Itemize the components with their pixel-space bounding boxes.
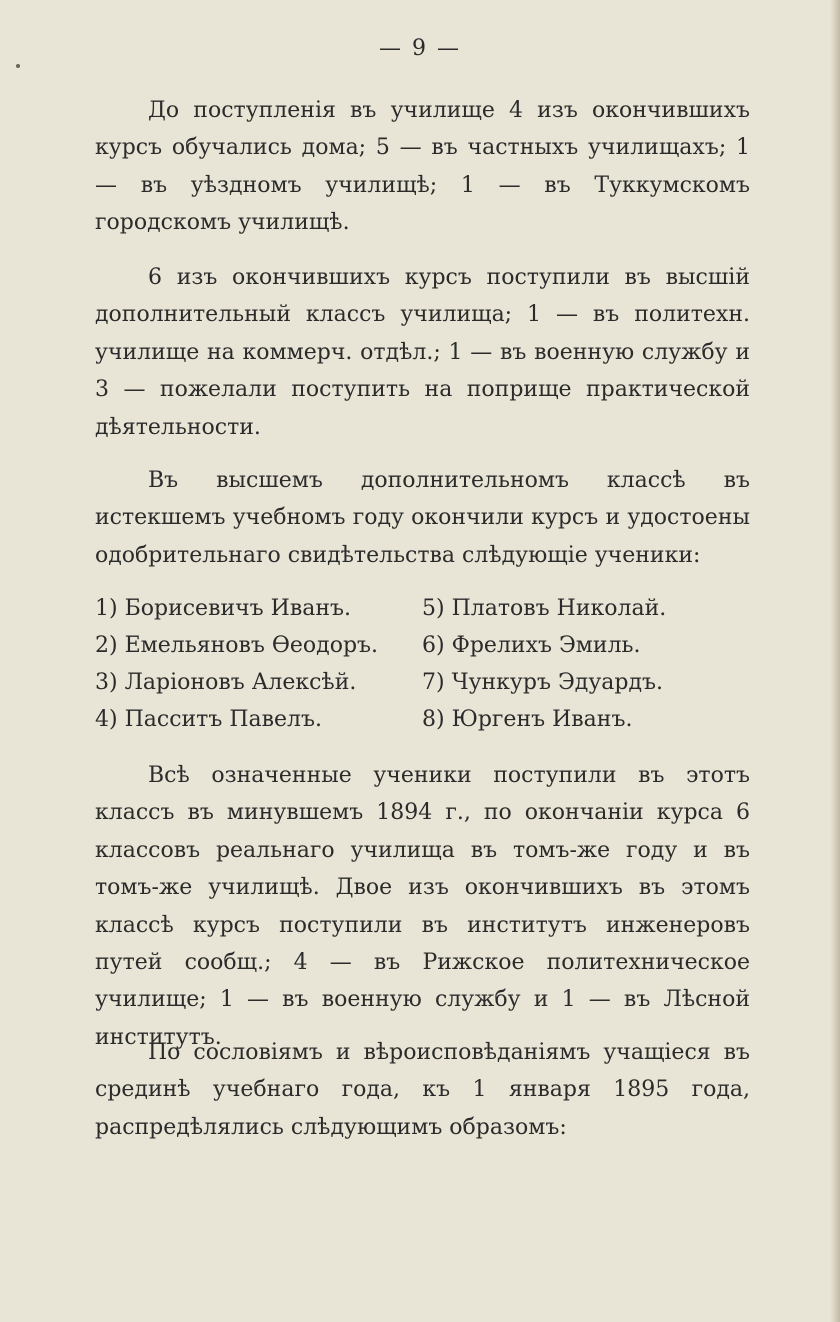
paragraph-prior-schooling: До поступленія въ училище 4 изъ окончившихъ курсъ обучались дома; 5 — въ частныхъ училищахъ; 1 — въ уѣздномъ училищѣ; 1 — въ Туккумскомъ городскомъ училищѣ.	[95, 98, 750, 236]
student-list-item: 4) Пасситъ Павелъ.	[95, 707, 323, 732]
student-list-item: 8) Юргенъ Иванъ.	[422, 707, 633, 732]
paragraph-class-outcomes: Всѣ означенные ученики поступили въ этотъ классъ въ минувшемъ 1894 г., по окончаніи курса 6 классовъ реальнаго училища въ томъ-же году и въ томъ-же училищѣ. Двое изъ окончившихъ въ этомъ классѣ курсъ поступили въ институтъ инженеровъ путей сообщ.; 4 — въ Рижское политехническое училище; 1 — въ военную службу и 1 — въ Лѣсной институтъ.	[95, 763, 750, 1050]
ink-speck	[16, 64, 20, 68]
student-list-item: 2) Емельяновъ Ѳеодоръ.	[95, 633, 379, 658]
student-list-item: 3) Ларіоновъ Алексѣй.	[95, 670, 357, 695]
student-list-item: 5) Платовъ Николай.	[422, 596, 667, 621]
student-list-item: 6) Фрелихъ Эмиль.	[422, 633, 641, 658]
paragraph-additional-class: Въ высшемъ дополнительномъ классѣ въ истекшемъ учебномъ году окончили курсъ и удостоены одобрительнаго свидѣтельства слѣдующіе ученики:	[95, 468, 750, 568]
paragraph-graduate-destinations: 6 изъ окончившихъ курсъ поступили въ высшій дополнительный классъ училища; 1 — въ политехн. училище на коммерч. отдѣл.; 1 — въ военную службу и 3 — пожелали поступить на поприще практической дѣятельности.	[95, 265, 750, 440]
paragraph-estates-religion: По сословіямъ и вѣроисповѣданіямъ учащіеся въ срединѣ учебнаго года, къ 1 января 1895 года, распредѣлялись слѣдующимъ образомъ:	[95, 1040, 750, 1140]
student-list-item: 7) Чункуръ Эдуардъ.	[422, 670, 664, 695]
page-number: — 9 —	[379, 36, 461, 61]
student-list-item: 1) Борисевичъ Иванъ.	[95, 596, 351, 621]
